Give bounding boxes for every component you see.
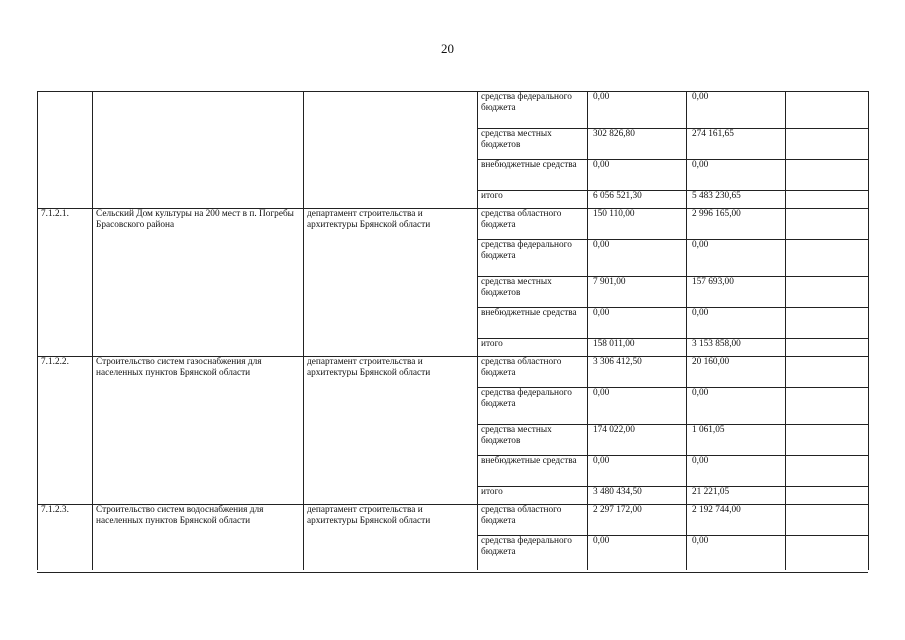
funding-source-cell: средства местных бюджетов — [481, 425, 552, 447]
amount-year1-cell: 6 056 521,30 — [593, 191, 642, 201]
funding-source-cell: средства областного бюджета — [481, 357, 562, 379]
empty-cell — [785, 307, 868, 338]
page-number: 20 — [441, 41, 454, 56]
empty-cell — [785, 239, 868, 276]
empty-cell — [785, 504, 868, 535]
funding-source-cell: итого — [481, 339, 503, 349]
empty-cell — [785, 91, 868, 128]
amount-year1-cell: 0,00 — [593, 92, 610, 102]
empty-cell — [785, 159, 868, 190]
column-divider — [785, 91, 786, 570]
item-title-cell: Строительство систем водоснабжения для населенных пунктов Брянской области — [96, 505, 264, 527]
funding-source-cell: итого — [481, 191, 503, 201]
table-left-border — [37, 91, 38, 570]
item-divider — [37, 572, 868, 573]
empty-cell — [785, 356, 868, 387]
funding-source-cell: средства местных бюджетов — [481, 277, 552, 299]
amount-year1-cell: 0,00 — [593, 536, 610, 546]
amount-year2-cell: 157 693,00 — [692, 277, 734, 287]
funding-source-cell: итого — [481, 487, 503, 497]
empty-cell — [785, 338, 868, 356]
funding-source-cell: средства местных бюджетов — [481, 129, 552, 151]
amount-year1-cell: 0,00 — [593, 388, 610, 398]
funding-source-cell: средства областного бюджета — [481, 505, 562, 527]
funding-source-cell: средства областного бюджета — [481, 209, 562, 231]
column-divider — [477, 91, 478, 570]
empty-cell — [785, 128, 868, 159]
empty-cell — [785, 276, 868, 307]
amount-year2-cell: 274 161,65 — [692, 129, 734, 139]
empty-cell — [785, 455, 868, 486]
amount-year1-cell: 302 826,80 — [593, 129, 635, 139]
column-divider — [587, 91, 588, 570]
column-divider — [303, 91, 304, 570]
funding-source-cell: внебюджетные средства — [481, 308, 577, 318]
item-executor-cell: департамент строительства и архитектуры Брянской области — [307, 505, 431, 527]
empty-cell — [785, 535, 868, 572]
empty-cell — [785, 190, 868, 208]
funding-source-cell: внебюджетные средства — [481, 456, 577, 466]
amount-year2-cell: 0,00 — [692, 456, 709, 466]
amount-year2-cell: 3 153 858,00 — [692, 339, 741, 349]
amount-year1-cell: 2 297 172,00 — [593, 505, 642, 515]
column-divider — [868, 91, 869, 570]
empty-cell — [785, 208, 868, 239]
item-code-cell: 7.1.2.3. — [41, 505, 69, 515]
funding-source-cell: средства федерального бюджета — [481, 388, 572, 410]
item-title-cell: Сельский Дом культуры на 200 мест в п. Погребы Брасовского района — [96, 209, 294, 231]
amount-year2-cell: 21 221,05 — [692, 487, 730, 497]
amount-year2-cell: 1 061,05 — [692, 425, 725, 435]
amount-year1-cell: 7 901,00 — [593, 277, 626, 287]
amount-year2-cell: 0,00 — [692, 536, 709, 546]
funding-source-cell: средства федерального бюджета — [481, 536, 572, 558]
amount-year1-cell: 174 022,00 — [593, 425, 635, 435]
amount-year2-cell: 0,00 — [692, 388, 709, 398]
item-executor-cell: департамент строительства и архитектуры Брянской области — [307, 209, 431, 231]
amount-year1-cell: 150 110,00 — [593, 209, 635, 219]
amount-year1-cell: 0,00 — [593, 160, 610, 170]
empty-cell — [785, 424, 868, 455]
funding-source-cell: средства федерального бюджета — [481, 92, 572, 114]
column-divider — [686, 91, 687, 570]
amount-year1-cell: 0,00 — [593, 240, 610, 250]
amount-year2-cell: 5 483 230,65 — [692, 191, 741, 201]
amount-year2-cell: 0,00 — [692, 92, 709, 102]
amount-year1-cell: 3 480 434,50 — [593, 487, 642, 497]
item-code-cell: 7.1.2.2. — [41, 357, 69, 367]
item-code-cell: 7.1.2.1. — [41, 209, 69, 219]
amount-year2-cell: 0,00 — [692, 308, 709, 318]
amount-year2-cell: 0,00 — [692, 160, 709, 170]
amount-year2-cell: 2 192 744,00 — [692, 505, 741, 515]
item-executor-cell: департамент строительства и архитектуры Брянской области — [307, 357, 431, 379]
funding-source-cell: средства федерального бюджета — [481, 240, 572, 262]
empty-cell — [785, 387, 868, 424]
column-divider — [92, 91, 93, 570]
funding-source-cell: внебюджетные средства — [481, 160, 577, 170]
amount-year1-cell: 158 011,00 — [593, 339, 635, 349]
amount-year1-cell: 3 306 412,50 — [593, 357, 642, 367]
amount-year2-cell: 0,00 — [692, 240, 709, 250]
amount-year2-cell: 2 996 165,00 — [692, 209, 741, 219]
item-title-cell: Строительство систем газоснабжения для населенных пунктов Брянской области — [96, 357, 262, 379]
amount-year1-cell: 0,00 — [593, 308, 610, 318]
amount-year2-cell: 20 160,00 — [692, 357, 730, 367]
amount-year1-cell: 0,00 — [593, 456, 610, 466]
empty-cell — [785, 486, 868, 504]
